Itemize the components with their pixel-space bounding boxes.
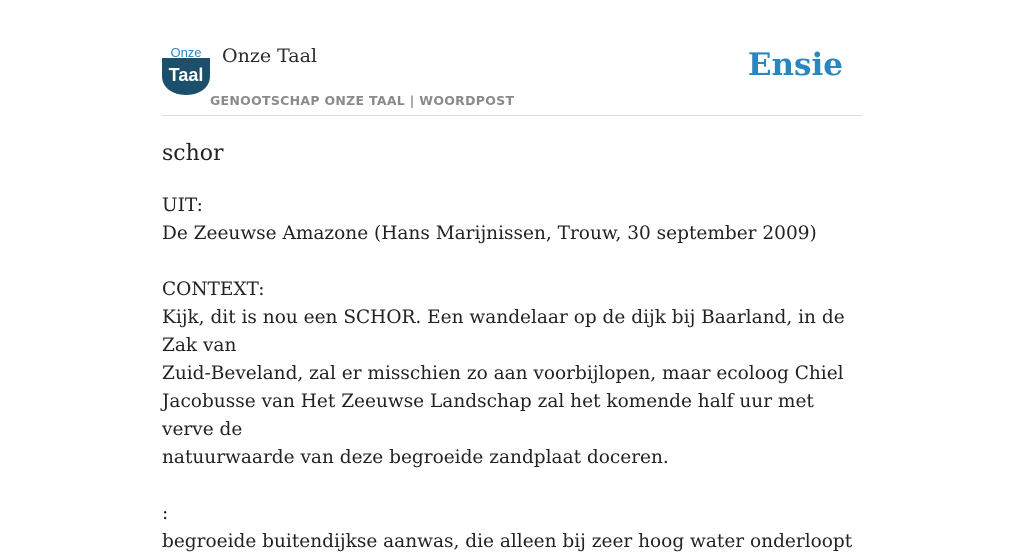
ensie-brand[interactable]: Ensie bbox=[747, 47, 843, 83]
onze-taal-logo-icon bbox=[162, 46, 210, 96]
entry-title: schor bbox=[162, 141, 224, 166]
context-line: natuurwaarde van deze begroeide zandplaat doceren. bbox=[162, 447, 669, 468]
context-line: Zuid-Beveland, zal er misschien zo aan voorbijlopen, maar ecoloog Chiel bbox=[162, 363, 844, 384]
spacer bbox=[162, 248, 862, 276]
context-label: CONTEXT: bbox=[162, 279, 265, 300]
site-subtitle: GENOOTSCHAP ONZE TAAL | WOORDPOST bbox=[210, 93, 515, 108]
definition-label: : bbox=[162, 503, 169, 524]
site-name[interactable]: Onze Taal bbox=[222, 45, 318, 67]
context-line: Jacobusse van Het Zeeuwse Landschap zal het komende half uur met verve de bbox=[162, 391, 814, 440]
logo-top-text: Onze bbox=[170, 46, 202, 60]
entry-card bbox=[162, 0, 862, 552]
site-header bbox=[162, 0, 862, 116]
source-text: De Zeeuwse Amazone (Hans Marijnissen, Trouw, 30 september 2009) bbox=[162, 223, 817, 244]
spacer bbox=[162, 472, 862, 500]
definition-text: begroeide buitendijkse aanwas, die alleen bij zeer hoog water onderloopt bbox=[162, 531, 853, 552]
source-label: UIT: bbox=[162, 195, 203, 216]
entry-body bbox=[162, 192, 862, 556]
context-line: Kijk, dit is nou een SCHOR. Een wandelaar op de dijk bij Baarland, in de Zak van bbox=[162, 307, 845, 356]
onze-taal-logo[interactable] bbox=[162, 46, 210, 96]
logo-bottom-text: Taal bbox=[168, 65, 204, 85]
